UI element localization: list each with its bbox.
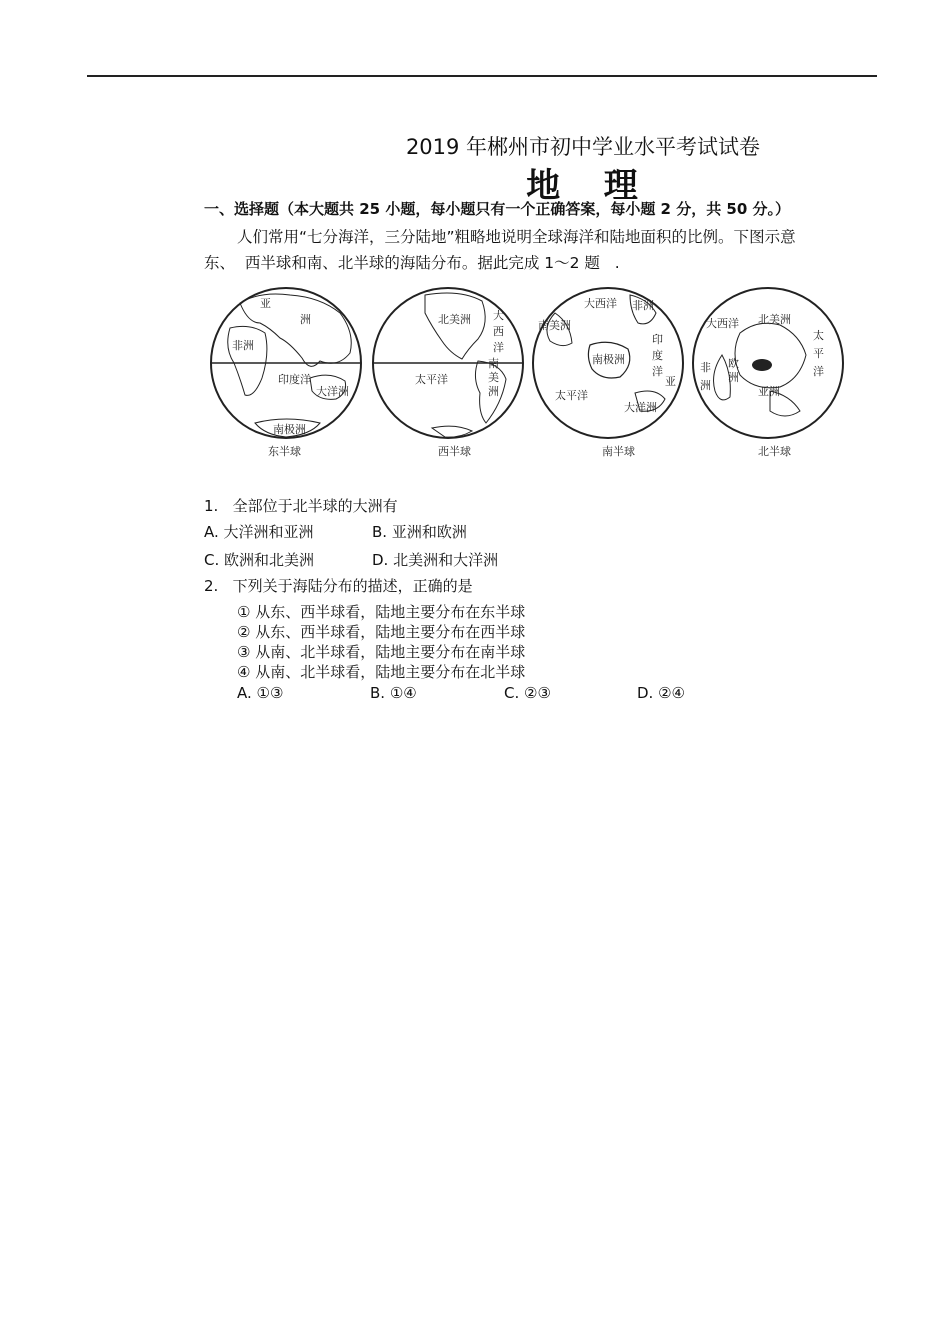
intro-line-1: 人们常用“七分海洋，三分陆地”粗略地说明全球海洋和陆地面积的比例。下图示意	[237, 228, 796, 246]
q1-option-b[interactable]: B. 亚洲和欧洲	[372, 523, 467, 541]
label-south-2: 南美洲	[538, 319, 571, 332]
label-west-5: 美	[488, 371, 499, 384]
label-east-3: 印度洋	[278, 373, 311, 386]
hemisphere-figure	[210, 283, 850, 463]
q1-option-d[interactable]: D. 北美洲和大洋洲	[372, 551, 499, 569]
label-north-9: 亚洲	[758, 385, 780, 398]
caption-south: 南半球	[602, 445, 635, 458]
label-west-7: 太平洋	[415, 373, 448, 386]
q2-statement-3: ③ 从南、北半球看，陆地主要分布在南半球	[237, 643, 526, 661]
label-north-2: 太	[813, 329, 824, 342]
q2-option-d[interactable]: D. ②④	[637, 684, 685, 702]
header-rule	[87, 75, 877, 77]
label-east-1: 洲	[300, 313, 311, 326]
q1-option-a[interactable]: A. 大洋洲和亚洲	[204, 523, 314, 541]
label-north-3: 平	[813, 347, 824, 360]
section-heading: 一、选择题（本大题共 25 小题，每小题只有一个正确答案，每小题 2 分，共 50 分。）	[204, 200, 791, 218]
label-north-5: 非	[700, 361, 711, 374]
label-south-7: 太平洋	[555, 389, 588, 402]
q2-option-b[interactable]: B. ①④	[370, 684, 417, 702]
q2-statement-1: ① 从东、西半球看，陆地主要分布在东半球	[237, 603, 526, 621]
label-north-8: 洲	[728, 371, 739, 384]
question-2-stem: 2. 下列关于海陆分布的描述，正确的是	[204, 577, 473, 595]
label-north-6: 洲	[700, 379, 711, 392]
label-south-6: 洋	[652, 365, 663, 378]
q2-statement-2: ② 从东、西半球看，陆地主要分布在西半球	[237, 623, 526, 641]
label-south-4: 印	[652, 333, 663, 346]
label-south-9: 亚	[665, 375, 676, 388]
label-east-2: 非洲	[232, 339, 254, 352]
globe-west	[373, 288, 523, 458]
label-east-5: 南极洲	[273, 423, 306, 436]
label-south-5: 度	[652, 349, 663, 362]
label-west-4: 南	[488, 357, 499, 370]
globe-east	[211, 288, 361, 458]
exam-title: 2019 年郴州市初中学业水平考试试卷	[405, 135, 761, 159]
label-west-0: 北美洲	[438, 313, 471, 326]
globe-north	[693, 288, 843, 458]
label-south-1: 非洲	[632, 299, 654, 312]
label-north-0: 大西洋	[706, 317, 739, 330]
label-west-2: 西	[493, 325, 504, 338]
label-south-0: 大西洋	[584, 297, 617, 310]
globe-south	[533, 288, 683, 458]
label-north-4: 洋	[813, 365, 824, 378]
label-north-1: 北美洲	[758, 313, 791, 326]
label-west-1: 大	[493, 309, 504, 322]
caption-west: 西半球	[438, 445, 471, 458]
q2-statement-4: ④ 从南、北半球看，陆地主要分布在北半球	[237, 663, 526, 681]
caption-east: 东半球	[268, 445, 301, 458]
caption-north: 北半球	[758, 445, 791, 458]
q1-option-c[interactable]: C. 欧洲和北美洲	[204, 551, 315, 569]
label-south-3: 南极洲	[592, 353, 625, 366]
label-east-4: 大洋洲	[316, 385, 349, 398]
q2-option-a[interactable]: A. ①③	[237, 684, 284, 702]
subject-title: 地 理	[526, 166, 640, 206]
question-1-stem: 1. 全部位于北半球的大洲有	[204, 497, 398, 515]
q2-option-c[interactable]: C. ②③	[504, 684, 551, 702]
intro-line-2: 东、 西半球和南、北半球的海陆分布。据此完成 1～2 题 .	[204, 254, 620, 272]
label-south-8: 大洋洲	[624, 401, 657, 414]
label-east-0: 亚	[260, 297, 271, 310]
label-west-3: 洋	[493, 341, 504, 354]
label-north-7: 欧	[728, 357, 739, 370]
label-west-6: 洲	[488, 385, 499, 398]
